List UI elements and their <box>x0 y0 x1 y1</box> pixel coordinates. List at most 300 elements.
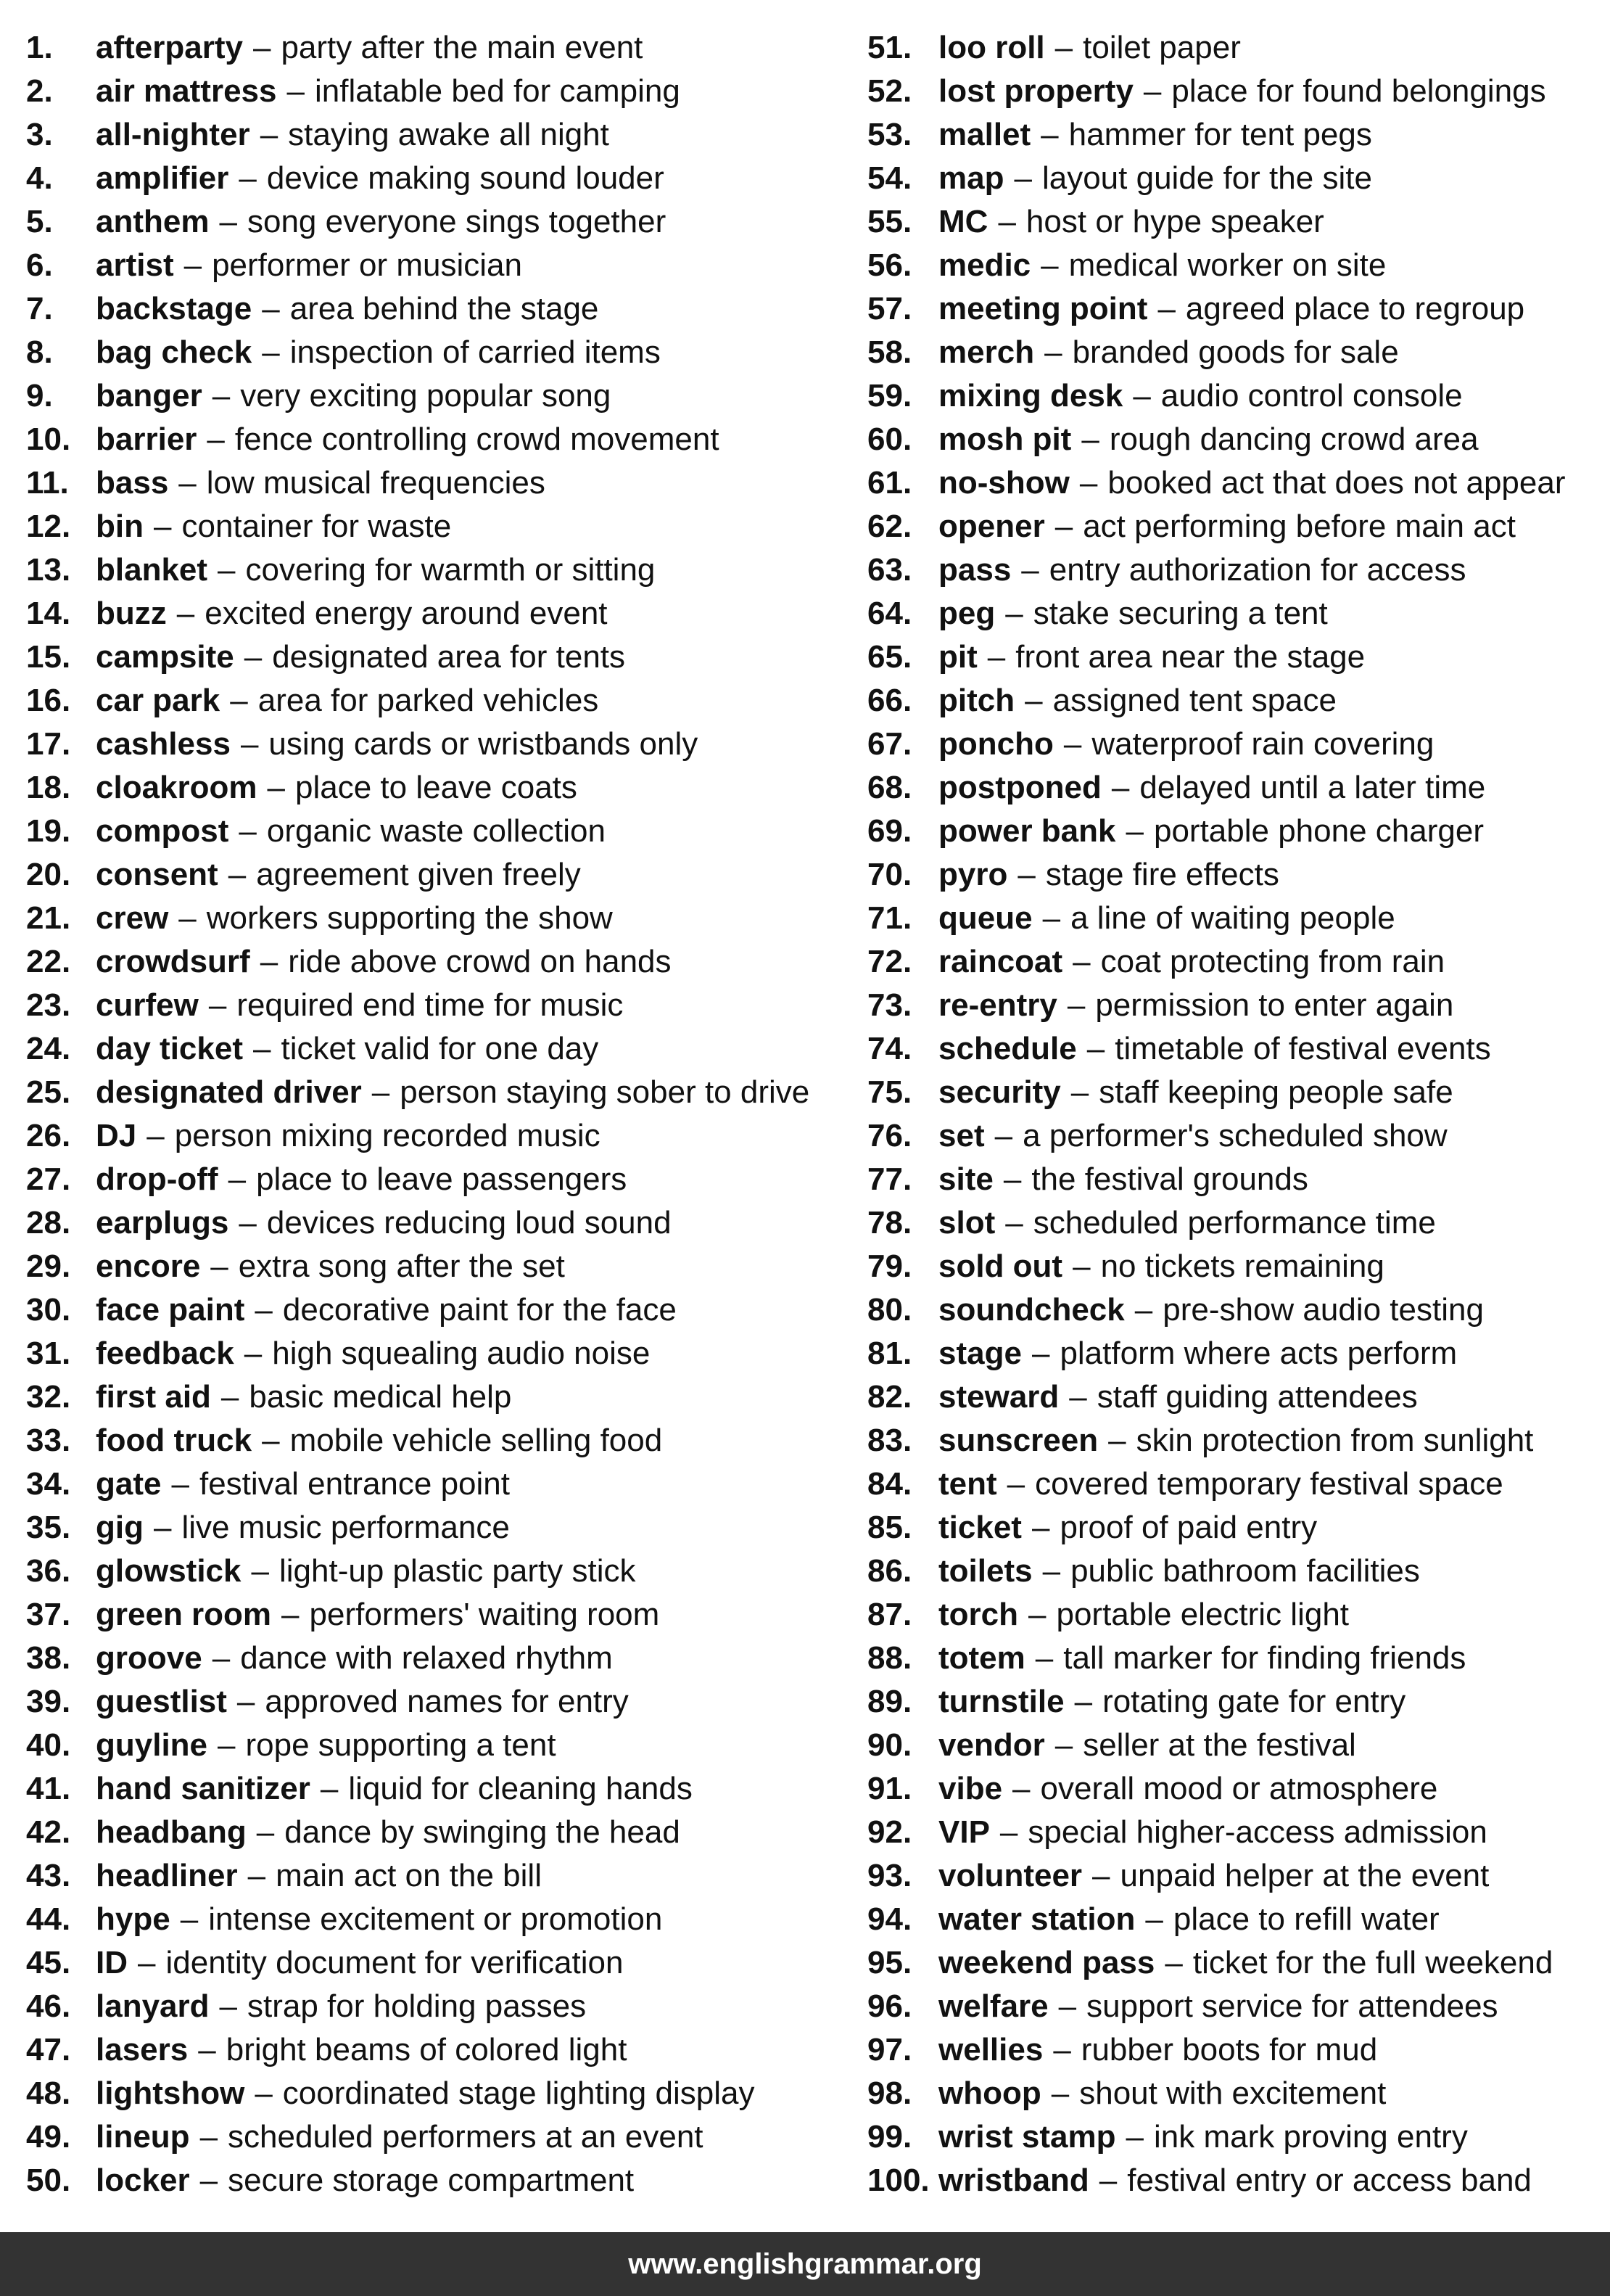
list-item <box>26 2159 846 2202</box>
item-text <box>938 1898 1440 1941</box>
item-number: 97. <box>867 2032 912 2067</box>
item-definition: proof of paid entry <box>1060 1510 1318 1545</box>
item-term: guestlist <box>96 1684 227 1719</box>
item-definition: coat protecting from rain <box>1100 944 1445 979</box>
item-term: encore <box>96 1248 201 1284</box>
list-item <box>867 940 1600 984</box>
item-separator: – <box>281 1597 300 1632</box>
item-number: 68. <box>867 770 912 805</box>
item-text <box>96 461 545 505</box>
item-number: 11. <box>26 465 69 501</box>
list-item <box>26 26 846 70</box>
item-separator: – <box>212 378 231 413</box>
item-text <box>96 1550 636 1593</box>
item-number: 96. <box>867 1988 912 2024</box>
left-column <box>26 26 846 2202</box>
item-definition: container for waste <box>181 509 452 544</box>
list-item <box>867 331 1600 374</box>
list-item <box>867 1375 1600 1419</box>
item-separator: – <box>260 117 278 152</box>
item-separator: – <box>1053 2032 1071 2067</box>
item-term: stage <box>938 1336 1022 1371</box>
item-number: 31. <box>26 1336 71 1371</box>
item-separator: – <box>1067 987 1086 1023</box>
item-text <box>96 1985 586 2028</box>
item-text <box>938 70 1546 113</box>
item-separator: – <box>1003 1161 1022 1197</box>
item-definition: performers' waiting room <box>309 1597 660 1632</box>
list-item <box>26 244 846 287</box>
item-term: opener <box>938 509 1045 544</box>
item-separator: – <box>1081 421 1099 457</box>
item-separator: – <box>1005 596 1023 631</box>
item-term: anthem <box>96 204 210 239</box>
item-number: 40. <box>26 1727 71 1763</box>
item-number: 41. <box>26 1771 71 1806</box>
item-separator: – <box>1079 465 1098 501</box>
item-number: 85. <box>867 1510 912 1545</box>
item-term: buzz <box>96 596 167 631</box>
item-term: earplugs <box>96 1205 229 1240</box>
item-separator: – <box>220 1379 239 1415</box>
item-text <box>938 1288 1484 1332</box>
item-number: 93. <box>867 1858 912 1893</box>
item-number: 61. <box>867 465 912 501</box>
item-number: 57. <box>867 291 912 326</box>
item-text <box>96 592 608 635</box>
item-text <box>96 897 613 940</box>
list-item <box>26 1550 846 1593</box>
item-number: 56. <box>867 247 912 283</box>
item-number: 70. <box>867 857 912 892</box>
item-text <box>938 810 1484 853</box>
list-item <box>26 331 846 374</box>
item-separator: – <box>1073 1248 1091 1284</box>
item-number: 17. <box>26 726 71 762</box>
list-item <box>26 853 846 897</box>
item-number: 25. <box>26 1074 71 1110</box>
item-separator: – <box>1014 160 1032 196</box>
item-definition: covering for warmth or sitting <box>245 552 656 588</box>
item-definition: basic medical help <box>249 1379 512 1415</box>
item-term: headbang <box>96 1814 247 1850</box>
item-number: 83. <box>867 1423 912 1458</box>
item-definition: shout with excitement <box>1079 2075 1387 2111</box>
list-item <box>867 113 1600 157</box>
list-item <box>867 1201 1600 1245</box>
item-separator: – <box>239 160 257 196</box>
list-item <box>26 157 846 200</box>
item-definition: song everyone sings together <box>247 204 666 239</box>
list-item <box>867 548 1600 592</box>
item-text <box>938 200 1324 244</box>
item-definition: light-up plastic party stick <box>278 1553 636 1589</box>
item-term: banger <box>96 378 202 413</box>
item-definition: mobile vehicle selling food <box>289 1423 663 1458</box>
item-separator: – <box>255 2075 273 2111</box>
list-item <box>26 1114 846 1158</box>
item-term: welfare <box>938 1988 1049 2024</box>
item-separator: – <box>1126 2119 1144 2155</box>
item-definition: rough dancing crowd area <box>1109 421 1479 457</box>
item-number: 91. <box>867 1771 912 1806</box>
item-term: hype <box>96 1901 170 1937</box>
item-number: 58. <box>867 334 912 370</box>
item-definition: main act on the bill <box>276 1858 542 1893</box>
item-term: queue <box>938 900 1033 936</box>
item-separator: – <box>153 509 172 544</box>
item-text <box>938 1811 1487 1854</box>
item-term: air mattress <box>96 73 277 109</box>
item-definition: portable phone charger <box>1153 813 1484 849</box>
list-item <box>867 244 1600 287</box>
list-item <box>26 1637 846 1680</box>
item-definition: host or hype speaker <box>1025 204 1324 239</box>
list-item <box>26 1941 846 1985</box>
item-number: 59. <box>867 378 912 413</box>
item-term: VIP <box>938 1814 990 1850</box>
item-number: 16. <box>26 683 71 718</box>
item-number: 47. <box>26 2032 71 2067</box>
item-text <box>96 374 611 418</box>
item-text <box>938 505 1516 548</box>
item-separator: – <box>1165 1945 1183 1980</box>
list-item <box>867 1941 1600 1985</box>
item-term: green room <box>96 1597 272 1632</box>
item-text <box>96 505 451 548</box>
item-term: lanyard <box>96 1988 210 2024</box>
item-term: hand sanitizer <box>96 1771 310 1806</box>
list-item <box>867 679 1600 723</box>
item-term: cashless <box>96 726 231 762</box>
item-term: no-show <box>938 465 1070 501</box>
item-separator: – <box>1111 770 1130 805</box>
item-definition: audio control console <box>1160 378 1463 413</box>
list-item <box>26 766 846 810</box>
item-number: 78. <box>867 1205 912 1240</box>
list-item <box>26 810 846 853</box>
item-term: groove <box>96 1640 202 1676</box>
item-text <box>96 1941 623 1985</box>
list-item <box>867 635 1600 679</box>
item-text <box>96 2072 754 2115</box>
item-definition: medical worker on site <box>1068 247 1387 283</box>
item-separator: – <box>371 1074 390 1110</box>
item-separator: – <box>1133 378 1151 413</box>
item-term: vendor <box>938 1727 1045 1763</box>
item-number: 36. <box>26 1553 71 1589</box>
item-definition: required end time for music <box>236 987 624 1023</box>
item-number: 95. <box>867 1945 912 1980</box>
item-term: map <box>938 160 1004 196</box>
item-term: set <box>938 1118 985 1153</box>
item-definition: inflatable bed for camping <box>314 73 680 109</box>
list-item <box>26 1201 846 1245</box>
item-number: 24. <box>26 1031 71 1066</box>
item-term: bag check <box>96 334 252 370</box>
item-definition: performer or musician <box>212 247 522 283</box>
item-term: MC <box>938 204 988 239</box>
item-number: 67. <box>867 726 912 762</box>
list-item <box>867 1332 1600 1375</box>
list-item <box>26 461 846 505</box>
item-number: 99. <box>867 2119 912 2155</box>
item-definition: area behind the stage <box>289 291 599 326</box>
item-text <box>96 70 680 113</box>
item-number: 49. <box>26 2119 71 2155</box>
item-number: 79. <box>867 1248 912 1284</box>
item-text <box>96 1071 809 1114</box>
item-definition: entry authorization for access <box>1049 552 1466 588</box>
list-item <box>26 635 846 679</box>
item-separator: – <box>1054 509 1073 544</box>
item-term: ID <box>96 1945 128 1980</box>
item-separator: – <box>1041 247 1059 283</box>
list-item <box>26 1506 846 1550</box>
item-definition: toilet paper <box>1083 30 1241 65</box>
item-text <box>938 244 1386 287</box>
list-item <box>26 1724 846 1767</box>
item-number: 15. <box>26 639 71 675</box>
item-text <box>96 200 666 244</box>
item-separator: – <box>1042 900 1061 936</box>
item-text <box>96 113 609 157</box>
item-number: 98. <box>867 2075 912 2111</box>
item-separator: – <box>1099 2163 1118 2198</box>
list-item <box>867 723 1600 766</box>
item-text <box>938 1854 1489 1898</box>
item-text <box>96 1506 510 1550</box>
item-term: loo roll <box>938 30 1045 65</box>
item-separator: – <box>1073 944 1091 979</box>
item-term: sunscreen <box>938 1423 1099 1458</box>
item-definition: special higher-access admission <box>1028 1814 1487 1850</box>
item-number: 52. <box>867 73 912 109</box>
item-separator: – <box>180 1901 199 1937</box>
item-separator: – <box>208 987 227 1023</box>
item-definition: skin protection from sunlight <box>1136 1423 1534 1458</box>
item-term: weekend pass <box>938 1945 1155 1980</box>
item-separator: – <box>1108 1423 1126 1458</box>
item-text <box>96 766 577 810</box>
item-text <box>96 418 719 461</box>
list-item <box>867 2115 1600 2159</box>
item-number: 60. <box>867 421 912 457</box>
item-separator: – <box>198 2032 216 2067</box>
item-number: 33. <box>26 1423 71 1458</box>
item-definition: layout guide for the site <box>1041 160 1372 196</box>
item-text <box>96 2159 634 2202</box>
list-item <box>26 1071 846 1114</box>
list-item <box>26 984 846 1027</box>
item-text <box>938 1550 1420 1593</box>
item-term: meeting point <box>938 291 1148 326</box>
item-definition: party after the main event <box>281 30 643 65</box>
list-item <box>867 1114 1600 1158</box>
item-separator: – <box>1031 1336 1050 1371</box>
list-item <box>867 1245 1600 1288</box>
item-number: 84. <box>867 1466 912 1502</box>
item-term: bin <box>96 509 144 544</box>
item-definition: person mixing recorded music <box>174 1118 600 1153</box>
item-separator: – <box>999 1814 1018 1850</box>
item-separator: – <box>1157 291 1176 326</box>
item-separator: – <box>1134 1292 1153 1328</box>
item-text <box>938 1419 1533 1462</box>
item-term: soundcheck <box>938 1292 1125 1328</box>
item-number: 90. <box>867 1727 912 1763</box>
list-item <box>867 1854 1600 1898</box>
item-text <box>96 1854 542 1898</box>
item-term: gate <box>96 1466 162 1502</box>
item-definition: extra song after the set <box>238 1248 565 1284</box>
item-text <box>938 113 1372 157</box>
item-separator: – <box>153 1510 172 1545</box>
item-definition: ticket valid for one day <box>281 1031 599 1066</box>
item-definition: a line of waiting people <box>1070 900 1395 936</box>
list-item <box>867 2159 1600 2202</box>
list-item <box>867 374 1600 418</box>
list-item <box>26 70 846 113</box>
list-item <box>867 1027 1600 1071</box>
right-column <box>867 26 1600 2202</box>
item-separator: – <box>1007 1466 1025 1502</box>
item-number: 55. <box>867 204 912 239</box>
item-term: tent <box>938 1466 997 1502</box>
list-item <box>867 1071 1600 1114</box>
list-item <box>26 1898 846 1941</box>
item-number: 54. <box>867 160 912 196</box>
item-number: 86. <box>867 1553 912 1589</box>
item-definition: bright beams of colored light <box>226 2032 627 2067</box>
item-text <box>96 548 655 592</box>
list-item <box>867 157 1600 200</box>
item-term: backstage <box>96 291 252 326</box>
item-text <box>96 1419 662 1462</box>
item-text <box>938 1375 1418 1419</box>
item-definition: device making sound louder <box>266 160 664 196</box>
item-text <box>96 26 643 70</box>
item-definition: pre-show audio testing <box>1163 1292 1484 1328</box>
item-text <box>938 1724 1356 1767</box>
list-item <box>867 1462 1600 1506</box>
item-term: re-entry <box>938 987 1057 1023</box>
list-item <box>26 1288 846 1332</box>
item-separator: – <box>138 1945 156 1980</box>
list-item <box>867 1593 1600 1637</box>
item-separator: – <box>252 30 271 65</box>
item-number: 4. <box>26 160 53 196</box>
item-definition: festival entry or access band <box>1127 2163 1532 2198</box>
item-separator: – <box>1041 117 1059 152</box>
item-text <box>938 940 1445 984</box>
item-text <box>938 331 1399 374</box>
item-definition: secure storage compartment <box>228 2163 635 2198</box>
item-definition: workers supporting the show <box>206 900 613 936</box>
item-text <box>938 157 1372 200</box>
item-definition: dance with relaxed rhythm <box>240 1640 613 1676</box>
list-item <box>867 1811 1600 1854</box>
item-text <box>96 635 625 679</box>
list-item <box>26 1027 846 1071</box>
item-separator: – <box>1054 30 1073 65</box>
list-item <box>867 26 1600 70</box>
item-number: 10. <box>26 421 71 457</box>
item-number: 18. <box>26 770 71 805</box>
list-item <box>867 505 1600 548</box>
item-separator: – <box>1031 1510 1050 1545</box>
item-separator: – <box>219 1988 237 2024</box>
item-separator: – <box>1042 1553 1061 1589</box>
item-separator: – <box>146 1118 165 1153</box>
item-number: 48. <box>26 2075 71 2111</box>
item-term: curfew <box>96 987 199 1023</box>
item-text <box>96 1811 680 1854</box>
item-definition: booked act that does not appear <box>1107 465 1566 501</box>
item-number: 64. <box>867 596 912 631</box>
item-separator: – <box>218 552 236 588</box>
item-definition: staying awake all night <box>288 117 609 152</box>
list-item <box>26 374 846 418</box>
item-number: 92. <box>867 1814 912 1850</box>
item-term: campsite <box>96 639 234 675</box>
item-number: 37. <box>26 1597 71 1632</box>
item-separator: – <box>1028 1597 1046 1632</box>
item-definition: intense excitement or promotion <box>208 1901 663 1937</box>
item-text <box>96 1158 627 1201</box>
item-term: torch <box>938 1597 1018 1632</box>
item-separator: – <box>230 683 248 718</box>
item-definition: using cards or wristbands only <box>268 726 698 762</box>
item-number: 72. <box>867 944 912 979</box>
item-definition: agreement given freely <box>256 857 581 892</box>
item-separator: – <box>244 639 263 675</box>
item-definition: inspection of carried items <box>289 334 661 370</box>
item-number: 87. <box>867 1597 912 1632</box>
list-item <box>26 679 846 723</box>
item-term: headliner <box>96 1858 238 1893</box>
item-definition: decorative paint for the face <box>282 1292 677 1328</box>
item-term: locker <box>96 2163 190 2198</box>
item-definition: overall mood or atmosphere <box>1040 1771 1438 1806</box>
item-term: pit <box>938 639 978 675</box>
item-term: day ticket <box>96 1031 243 1066</box>
list-item <box>867 1680 1600 1724</box>
item-term: amplifier <box>96 160 229 196</box>
list-item <box>26 113 846 157</box>
item-number: 34. <box>26 1466 71 1502</box>
item-definition: stake securing a tent <box>1033 596 1328 631</box>
item-text <box>938 26 1241 70</box>
item-text <box>938 2115 1468 2159</box>
item-definition: portable electric light <box>1056 1597 1350 1632</box>
list-item <box>867 200 1600 244</box>
item-number: 76. <box>867 1118 912 1153</box>
item-term: site <box>938 1161 994 1197</box>
item-text <box>938 1027 1491 1071</box>
item-definition: place for found belongings <box>1171 73 1546 109</box>
item-number: 3. <box>26 117 53 152</box>
item-definition: platform where acts perform <box>1060 1336 1458 1371</box>
list-item <box>26 505 846 548</box>
item-text <box>938 1462 1503 1506</box>
item-text <box>96 1680 629 1724</box>
list-item <box>867 592 1600 635</box>
item-number: 20. <box>26 857 71 892</box>
item-number: 8. <box>26 334 53 370</box>
item-text <box>96 1637 613 1680</box>
list-item <box>867 1724 1600 1767</box>
